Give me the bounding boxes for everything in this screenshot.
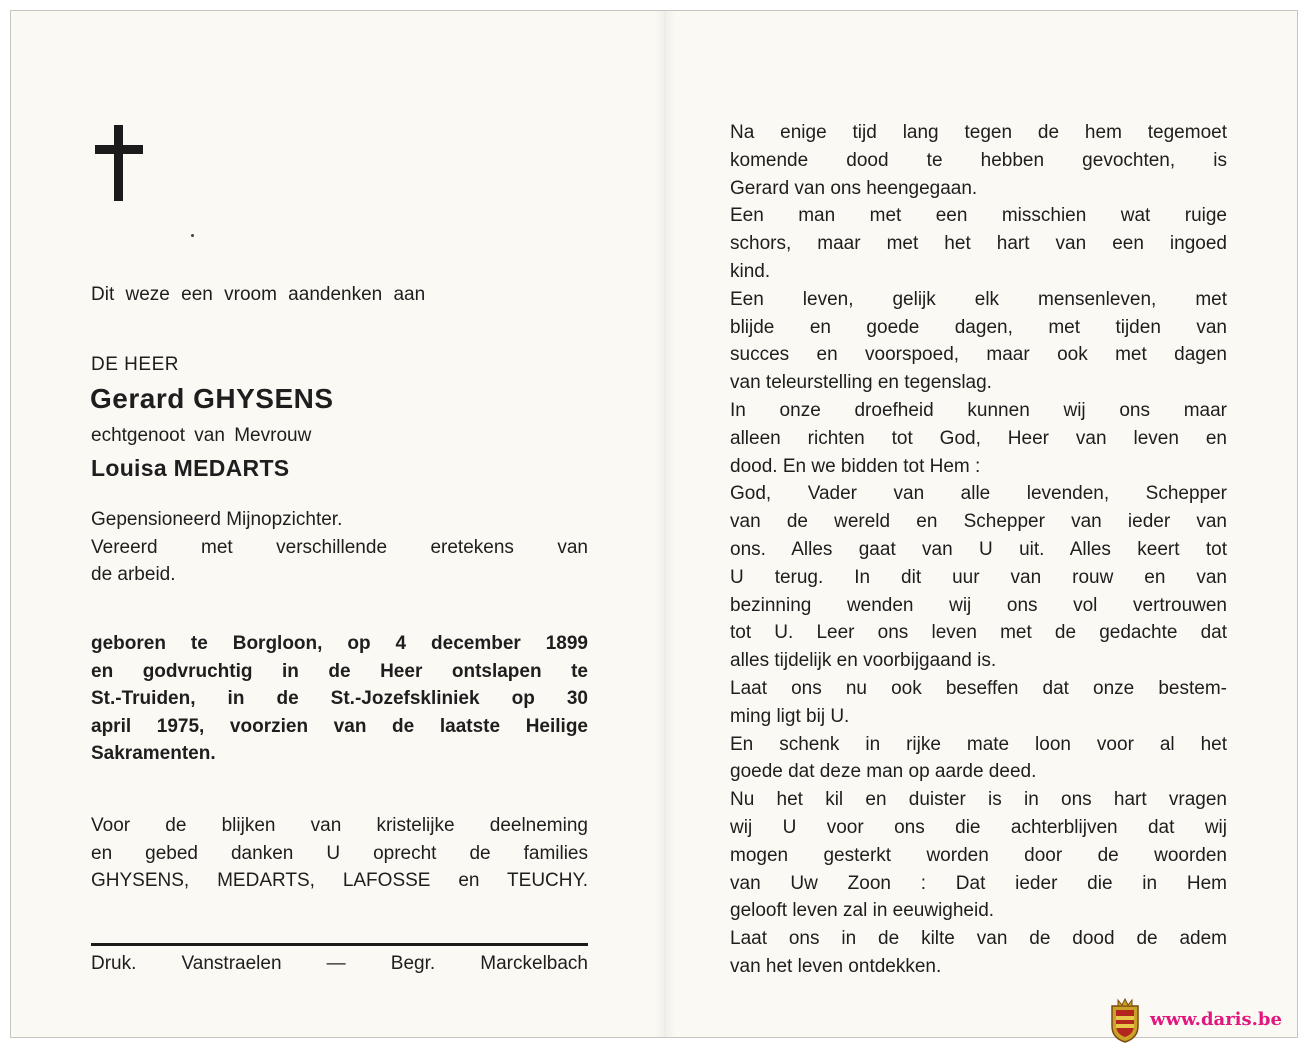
profession-line: Gepensioneerd Mijnopzichter. <box>91 509 343 530</box>
prayer-line: succes en voorspoed, maar ook met dagen <box>730 344 1227 366</box>
prayer-line: schors, maar met het hart van een ingoed <box>730 233 1227 255</box>
prayer-line: God, Vader van alle levenden, Schepper <box>730 483 1227 505</box>
prayer-line: Laat ons in de kilte van de dood de adem <box>730 928 1227 950</box>
card-fold <box>654 11 676 1037</box>
birth-line: St.-Truiden, in de St.-Jozefskliniek op 30 <box>91 688 588 709</box>
prayer-line: wij U voor ons die achterblijven dat wij <box>730 816 1227 838</box>
prayer-line: ons. Alles gaat van U uit. Alles keert tot <box>730 538 1227 560</box>
prayer-line: van teleurstelling en tegenslag. <box>730 372 992 394</box>
footer-printer: Vanstraelen <box>181 953 282 974</box>
birth-line: april 1975, voorzien van de laatste Heilige <box>91 715 588 737</box>
prayer-text <box>730 119 1227 981</box>
prayer-line: Een man met een misschien wat ruige <box>730 205 1227 227</box>
prayer-line: alles tijdelijk en voorbijgaand is. <box>730 650 997 672</box>
prayer-line: goede dat deze man op aarde deed. <box>730 761 1037 783</box>
prayer-line: U terug. In dit uur van rouw en van <box>730 566 1227 588</box>
prayer-line: alleen richten tot God, Heer van leven en <box>730 427 1227 449</box>
heraldic-crest-icon <box>1106 996 1144 1044</box>
deceased-name: Gerard GHYSENS <box>90 383 334 414</box>
prayer-line: In onze droefheid kunnen wij ons maar <box>730 399 1227 421</box>
prayer-line: Nu het kil en duister is in ons hart vragen <box>730 789 1227 811</box>
birth-line: en godvruchtig in de Heer ontslapen te <box>91 660 588 682</box>
prayer-line: Gerard van ons heengegaan. <box>730 177 978 199</box>
prayer-line: gelooft leven zal in eeuwigheid. <box>730 900 995 922</box>
footer-dash: — <box>326 953 346 974</box>
profession-line: Vereerd met verschillende eretekens van <box>91 536 588 558</box>
profession-line: de arbeid. <box>91 564 176 585</box>
prayer-line: En schenk in rijke mate loon voor al het <box>730 733 1227 755</box>
thanks-line: en gebed danken U oprecht de families <box>91 842 588 864</box>
footer-rule <box>91 943 588 946</box>
thanks-paragraph <box>91 812 588 895</box>
prayer-line: van de wereld en Schepper van ieder van <box>730 511 1227 533</box>
prayer-line: dood. En we bidden tot Hem : <box>730 455 981 477</box>
prayer-line: Laat ons nu ook beseffen dat onze bestem- <box>730 677 1227 699</box>
footer-druk: Druk. <box>91 953 137 974</box>
watermark <box>1106 996 1300 1044</box>
prayer-line: blijde en goede dagen, met tijden van <box>730 316 1227 338</box>
thanks-line: Voor de blijken van kristelijke deelneming <box>91 815 588 836</box>
profession-paragraph <box>91 506 588 589</box>
watermark-text: www.daris.be <box>1150 1009 1282 1030</box>
spouse-label: echtgenoot van Mevrouw <box>91 425 312 446</box>
printer-footer <box>91 953 588 975</box>
cross-icon <box>95 125 143 201</box>
spouse-name: Louisa MEDARTS <box>91 455 290 481</box>
birth-line: Sakramenten. <box>91 743 216 764</box>
intro-text: Dit weze een vroom aandenken aan <box>91 284 426 305</box>
prayer-line: van Uw Zoon : Dat ieder die in Hem <box>730 872 1227 894</box>
memorial-card <box>10 10 1298 1038</box>
thanks-line: GHYSENS, MEDARTS, LAFOSSE en TEUCHY. <box>91 870 588 891</box>
prayer-line: mogen gesterkt worden door de woorden <box>730 844 1227 866</box>
birth-line: geboren te Borgloon, op 4 december 1899 <box>91 633 588 654</box>
prayer-line: ming ligt bij U. <box>730 705 850 727</box>
birth-death-paragraph <box>91 630 588 768</box>
prayer-line: bezinning wenden wij ons vol vertrouwen <box>730 594 1227 616</box>
prayer-line: van het leven ontdekken. <box>730 955 942 977</box>
prayer-line: kind. <box>730 260 771 282</box>
print-speck <box>191 234 194 237</box>
prayer-line: Na enige tijd lang tegen de hem tegemoet <box>730 122 1227 143</box>
prayer-line: tot U. Leer ons leven met de gedachte dat <box>730 622 1227 644</box>
footer-begr: Begr. <box>390 953 436 974</box>
prayer-line: Een leven, gelijk elk mensenleven, met <box>730 288 1227 310</box>
prayer-line: komende dood te hebben gevochten, is <box>730 149 1227 171</box>
footer-undertaker: Marckelbach <box>480 953 588 974</box>
title-text: DE HEER <box>91 354 179 375</box>
